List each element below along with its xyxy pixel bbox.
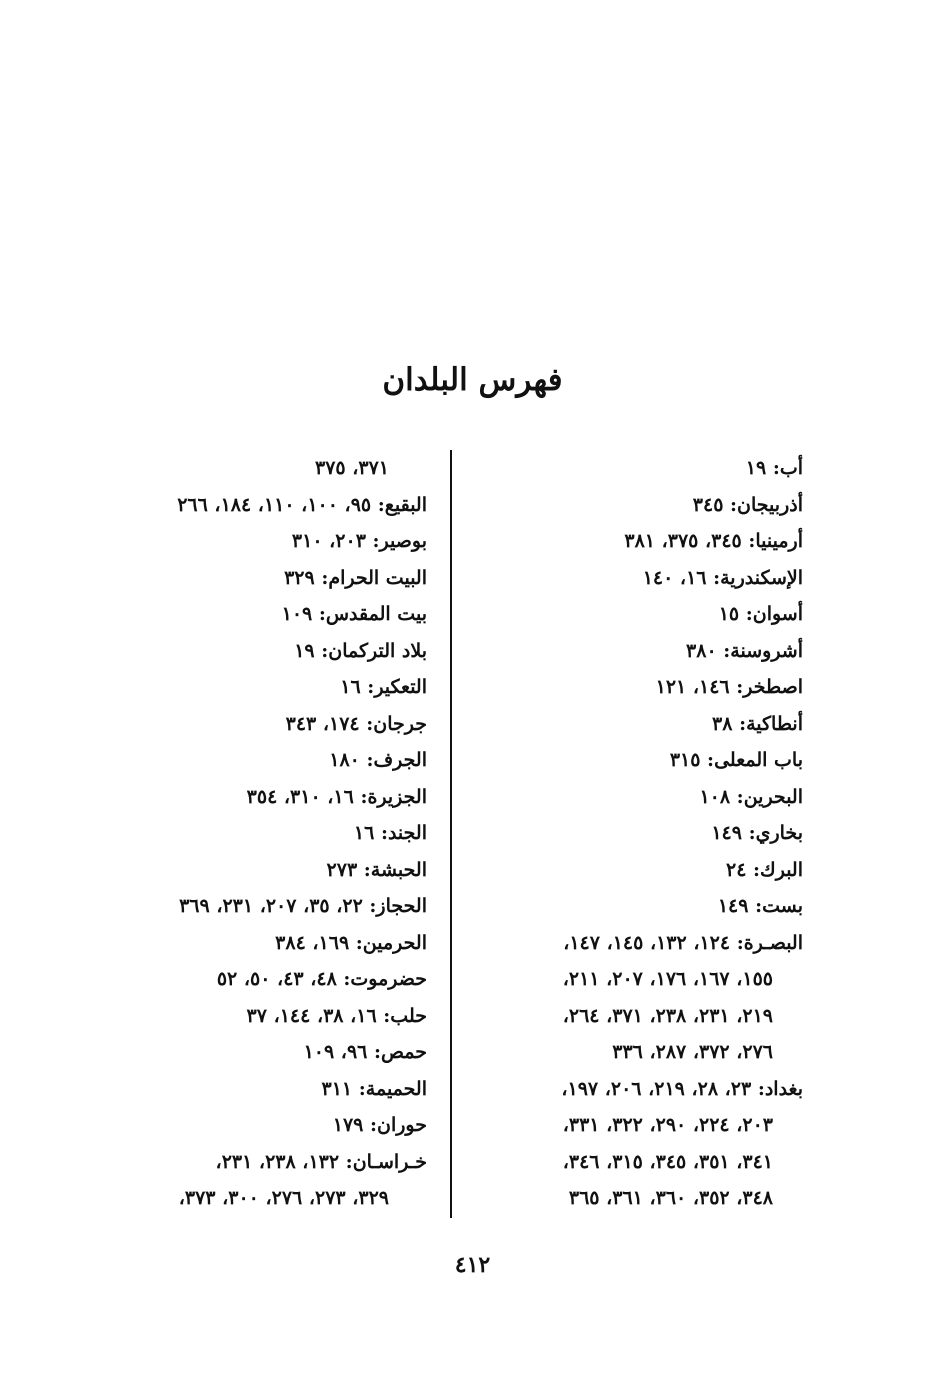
left-column xyxy=(97,450,427,1217)
index-entry: التعكير: ١٦ xyxy=(340,676,427,698)
index-entry: أرمينيا: ٣٤٥، ٣٧٥، ٣٨١ xyxy=(624,530,803,552)
index-entry: بوصير: ٢٠٣، ٣١٠ xyxy=(291,530,427,552)
index-entry: الجند: ١٦ xyxy=(353,822,427,844)
index-entry-continuation: ١٥٥، ١٦٧، ١٧٦، ٢٠٧، ٢١١، xyxy=(562,968,773,990)
index-entry: البقيع: ٩٥، ١٠٠، ١١٠، ١٨٤، ٢٦٦ xyxy=(177,493,427,516)
index-entry: أنطاكية: ٣٨ xyxy=(712,712,803,735)
index-entry-continuation: ٣٧١، ٣٧٥ xyxy=(315,457,389,479)
index-entry-continuation: ٣٢٩، ٢٧٣، ٢٧٦، ٣٠٠، ٣٧٣، xyxy=(178,1187,389,1209)
index-entry: البصـرة: ١٢٤، ١٣٢، ١٤٥، ١٤٧، xyxy=(563,931,803,954)
index-entry: بغداد: ٢٣، ٢٨، ٢١٩، ٢٠٦، ١٩٧، xyxy=(561,1077,803,1100)
index-entry: حوران: ١٧٩ xyxy=(332,1114,427,1136)
index-entry: خـراسـان: ١٣٢، ٢٣٨، ٢٣١، xyxy=(215,1150,427,1173)
index-entry: أذربيجان: ٣٤٥ xyxy=(692,493,803,516)
index-entry: أب: ١٩ xyxy=(745,457,803,479)
index-entry: باب المعلى: ٣١٥ xyxy=(669,749,803,771)
index-entry: بست: ١٤٩ xyxy=(717,895,803,917)
index-entry: بلاد التركمان: ١٩ xyxy=(294,639,427,662)
index-entry: بيت المقدس: ١٠٩ xyxy=(281,603,427,625)
column-divider xyxy=(450,450,452,1218)
index-entry: أشروسنة: ٣٨٠ xyxy=(686,639,803,662)
index-entry: الإسكندرية: ١٦، ١٤٠ xyxy=(642,566,803,589)
index-entry: البحرين: ١٠٨ xyxy=(699,785,803,808)
index-entry-continuation: ٣٤١، ٣٥١، ٣٤٥، ٣١٥، ٣٤٦، xyxy=(562,1150,773,1173)
index-entry: البيت الحرام: ٣٢٩ xyxy=(284,566,427,589)
index-entry: حلب: ١٦، ٣٨، ١٤٤، ٣٧ xyxy=(246,1004,427,1027)
index-entry-continuation: ٣٤٨، ٣٥٢، ٣٦٠، ٣٦١، ٣٦٥ xyxy=(568,1187,773,1209)
index-entry: الحميمة: ٣١١ xyxy=(321,1077,427,1100)
page-number: ٤١٢ xyxy=(454,1252,491,1278)
index-entry-continuation: ٢١٩، ٢٣١، ٢٣٨، ٣٧١، ٢٦٤، xyxy=(562,1004,773,1027)
index-entry: بخاري: ١٤٩ xyxy=(711,822,803,844)
right-column xyxy=(463,450,803,1217)
index-entry: الحجاز: ٢٢، ٣٥، ٢٠٧، ٢٣١، ٣٦٩ xyxy=(179,895,427,917)
index-entry: الجرف: ١٨٠ xyxy=(329,749,427,771)
index-entry: الحرمين: ١٦٩، ٣٨٤ xyxy=(275,931,427,954)
index-entry: اصطخر: ١٤٦، ١٢١ xyxy=(655,676,803,698)
index-entry: البرك: ٢٤ xyxy=(726,858,803,881)
index-entry-continuation: ٢٧٦، ٣٧٢، ٢٨٧، ٣٣٦ xyxy=(612,1041,773,1063)
index-entry: الحبشة: ٢٧٣ xyxy=(326,858,427,881)
index-entry-continuation: ٢٠٣، ٢٢٤، ٢٩٠، ٣٢٢، ٣٣١، xyxy=(562,1114,773,1136)
index-entry: أسوان: ١٥ xyxy=(718,603,803,625)
index-title: فهرس البلدان xyxy=(382,362,563,398)
index-entry: الجزيرة: ١٦، ٣١٠، ٣٥٤ xyxy=(246,785,427,808)
index-entry: جرجان: ١٧٤، ٣٤٣ xyxy=(285,712,427,735)
index-entry: حضرموت: ٤٨، ٤٣، ٥٠، ٥٢ xyxy=(216,968,427,990)
index-entry: حمص: ٩٦، ١٠٩ xyxy=(303,1041,427,1063)
